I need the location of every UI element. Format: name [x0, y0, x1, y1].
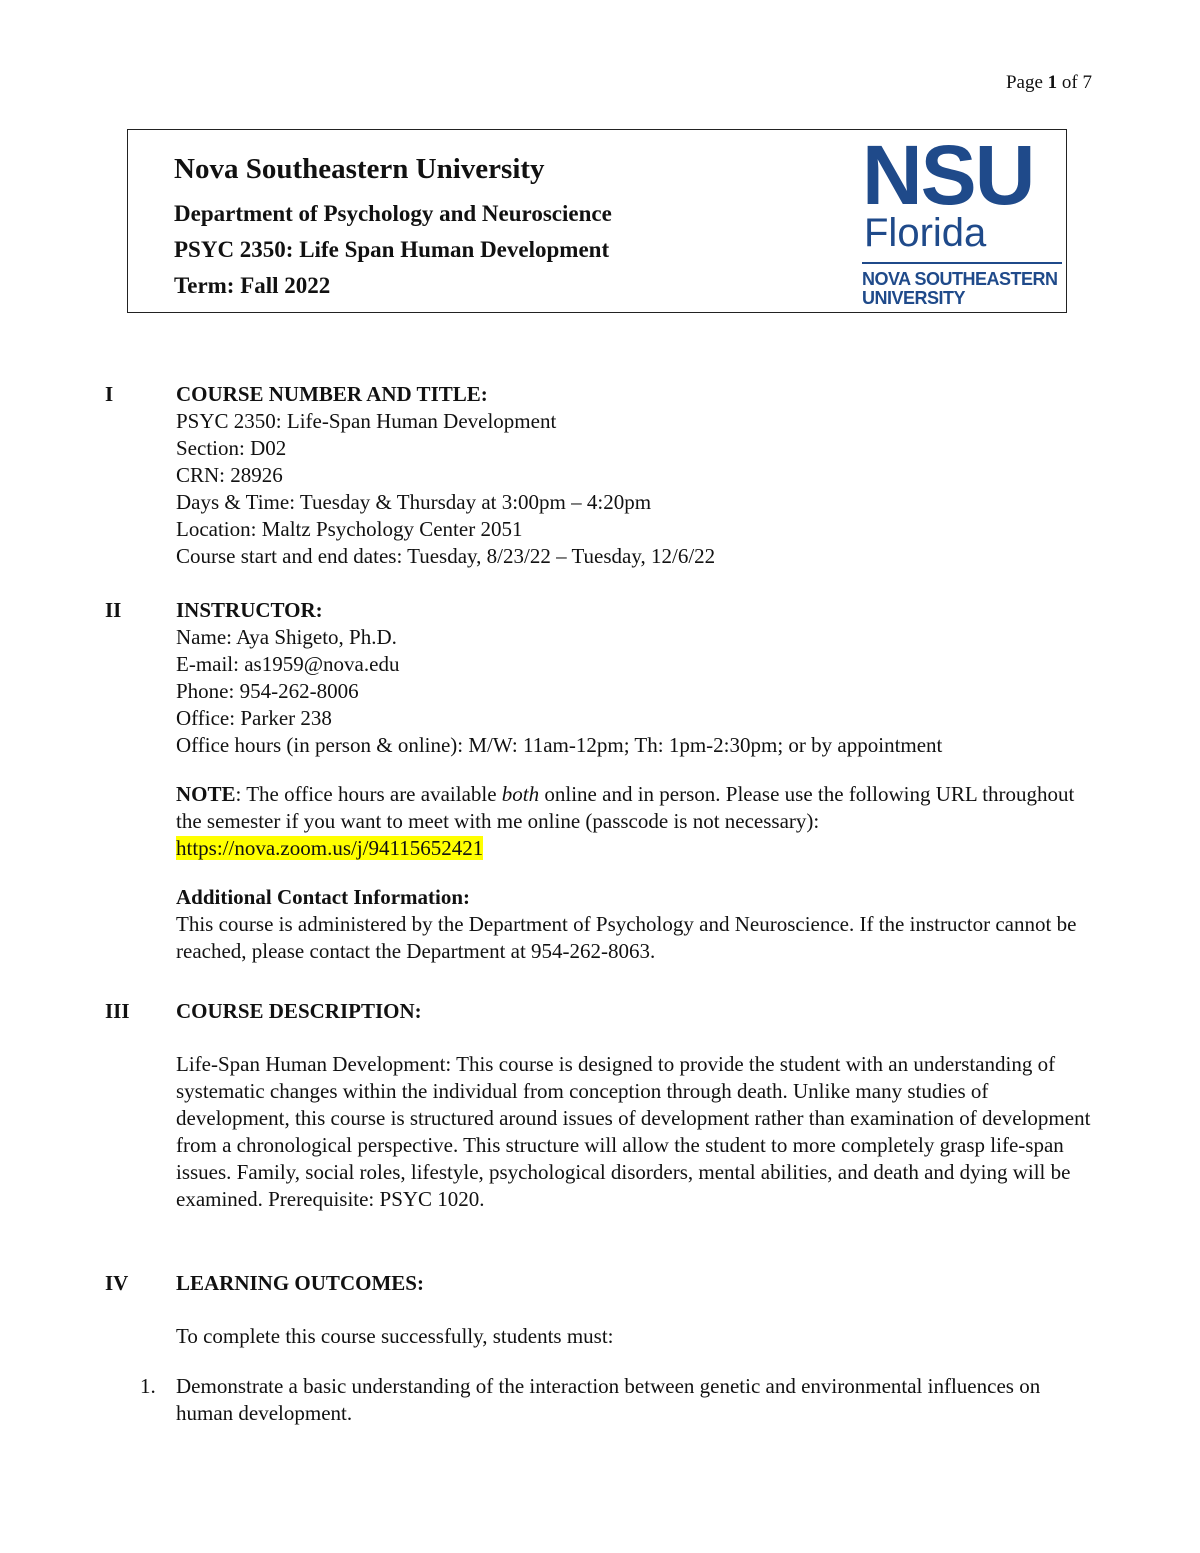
header-box — [127, 129, 1067, 313]
section-title: INSTRUCTOR: — [176, 598, 323, 622]
page-number: Page 1 of 7 — [1005, 72, 1092, 93]
location-line: Location: Maltz Psychology Center 2051 — [176, 517, 523, 541]
zoom-link[interactable]: https://nova.zoom.us/j/94115652421 — [176, 836, 484, 860]
course-line: PSYC 2350: Life-Span Human Development — [176, 409, 557, 433]
section-numeral: IV — [105, 1271, 129, 1295]
instructor-name: Name: Aya Shigeto, Ph.D. — [176, 625, 397, 649]
course-title: PSYC 2350: Life Span Human Development — [174, 237, 610, 262]
section-title: LEARNING OUTCOMES: — [176, 1271, 424, 1295]
section-numeral: I — [105, 382, 114, 406]
logo-florida-text: Florida — [864, 211, 987, 255]
crn-line: CRN: 28926 — [176, 463, 283, 487]
instructor-office: Office: Parker 238 — [176, 706, 332, 730]
section-numeral: II — [105, 598, 122, 622]
days-time-line: Days & Time: Tuesday & Thursday at 3:00pm – 4:20pm — [176, 490, 652, 514]
list-number: 1. — [140, 1374, 156, 1398]
outcomes-intro: To complete this course successfully, students must: — [176, 1324, 614, 1348]
logo-divider — [862, 262, 1062, 264]
dates-line: Course start and end dates: Tuesday, 8/23/22 – Tuesday, 12/6/22 — [176, 544, 716, 568]
section-course-number — [105, 381, 1095, 570]
section-instructor — [105, 597, 1095, 965]
list-item — [140, 1373, 1095, 1427]
nsu-florida-logo — [862, 128, 1064, 308]
section-line: Section: D02 — [176, 436, 287, 460]
additional-contact-title: Additional Contact Information: — [176, 885, 471, 909]
office-hours-note: NOTE: The office hours are available both online and in person. Please use the following URL throughout the semester if you want to meet with me online (passcode is not necessary): — [176, 782, 1075, 833]
instructor-email: E-mail: as1959@nova.edu — [176, 652, 400, 676]
term: Term: Fall 2022 — [174, 273, 331, 298]
section-numeral: III — [105, 999, 130, 1023]
section-course-description — [105, 998, 1095, 1213]
additional-contact-text: This course is administered by the Department of Psychology and Neuroscience. If the instructor cannot be reached, please contact the Department at 954-262-8063. — [176, 912, 1077, 963]
section-learning-outcomes — [105, 1270, 1095, 1427]
section-title: COURSE NUMBER AND TITLE: — [176, 382, 488, 406]
instructor-phone: Phone: 954-262-8006 — [176, 679, 359, 703]
logo-nova-text: NOVA SOUTHEASTERN UNIVERSITY — [862, 269, 1058, 308]
section-title: COURSE DESCRIPTION: — [176, 999, 422, 1023]
office-hours: Office hours (in person & online): M/W: 11am-12pm; Th: 1pm-2:30pm; or by appointment — [176, 733, 943, 757]
logo-nsu-text: NSU — [862, 128, 1034, 222]
course-description-text: Life-Span Human Development: This course is designed to provide the student with an understanding of systematic changes within the individual from conception through death. Unlike many studies of development, this course is structured around issues of development rather than examination of development from a chronological perspective. This structure will allow the student to more completely grasp life-span issues. Family, social roles, lifestyle, psychological disorders, mental abilities, and death and dying will be examined. Prerequisite: PSYC 1020. — [176, 1052, 1091, 1211]
department-name: Department of Psychology and Neuroscience — [174, 201, 612, 226]
header-text — [174, 152, 612, 304]
list-item-text: Demonstrate a basic understanding of the interaction between genetic and environmental influences on human development. — [176, 1374, 1041, 1425]
university-name: Nova Southeastern University — [174, 153, 545, 185]
